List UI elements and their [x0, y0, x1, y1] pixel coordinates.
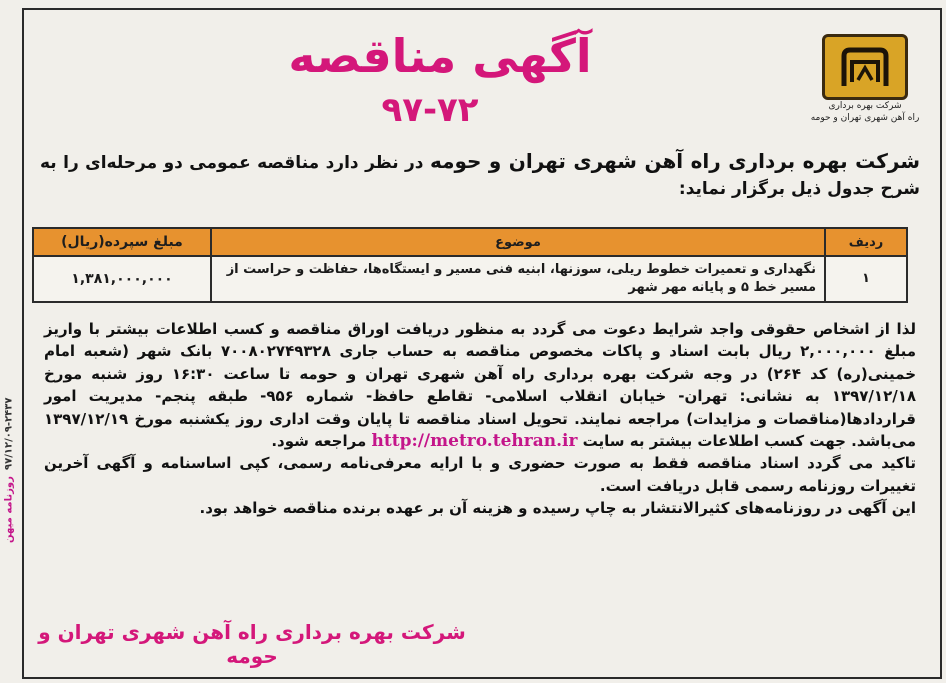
intro-rest: در نظر دارد مناقصه عمومی دو مرحله‌ای را به شرح جدول ذیل برگزار نماید:: [40, 153, 920, 199]
company-name: شرکت بهره برداری راه آهن شهری تهران و حومه: [429, 149, 920, 173]
body-p1-text: لذا از اشخاص حقوقی واجد شرایط دعوت می گردد به منظور دریافت اوراق مناقصه و کسب اطلاعات بیشتر با واریز مبلغ ۲,۰۰۰,۰۰۰ ریال بابت اسناد و پاکات مخصوص مناقصه به حساب جاری ۷۰۰۸۰۲۷۴۹۳۲۸ بانک شهر (شعبه امام خمینی(ره) کد ۲۶۴) در وجه شرکت بهره برداری راه آهن شهری تهران و حومه تا ساعت ۱۶:۳۰ روز شنبه مورخ ۱۳۹۷/۱۲/۱۸ به نشانی: تهران- خیابان انقلاب اسلامی- تقاطع حافظ- شماره ۹۵۶- طبقه پنجم- مدیریت امور قراردادها(مناقصات و مزایدات) مراجعه نمایند. تحویل اسناد مناقصه تا پایان وقت اداری روز یکشنبه مورخ ۱۳۹۷/۱۲/۱۹ می‌باشد. جهت کسب اطلاعات بیشتر به سایت: [44, 320, 917, 451]
cell-subject: نگهداری و تعمیرات خطوط ریلی، سوزنها، ابنیه فنی مسیر و ایستگاه‌ها، حفاظت و حراست از مسیر خط ۵ و پایانه مهر شهر: [211, 256, 825, 302]
table-row: [33, 256, 907, 302]
body-paragraph-3: این آگهی در روزنامه‌های کثیرالانتشار به چاپ رسیده و هزینه آن بر عهده برنده مناقصه خواهد بود.: [199, 499, 916, 518]
newspaper-code: ۹۷/۱۲/۰۹-۲۴۳۷: [3, 397, 15, 470]
ad-title: آگهی مناقصه: [288, 29, 592, 83]
header-row-number: ردیف: [825, 228, 907, 256]
tender-number: ۹۷-۷۲: [381, 90, 479, 130]
metro-logo-icon: [840, 46, 890, 88]
side-strip: [0, 280, 18, 660]
body-p1-end: مراجعه شود.: [271, 432, 367, 451]
logo-caption: [810, 100, 920, 124]
website-link[interactable]: http://metro.tehran.ir: [371, 431, 578, 452]
newspaper-brand: روزنامه میهن: [3, 475, 15, 543]
body-paragraph-2: تاکید می گردد اسناد مناقصه فقط به صورت حضوری و با ارایه معرفی‌نامه رسمی، کپی اساسنامه و آگهی آخرین تغییرات روزنامه رسمی قابل دریافت است.: [44, 454, 916, 495]
tender-table: [32, 227, 908, 303]
header-amount: مبلغ سپرده(ریال): [33, 228, 211, 256]
cell-row-number: ۱: [825, 256, 907, 302]
footer-signature: شرکت بهره برداری راه آهن شهری تهران و حومه: [38, 620, 466, 668]
cell-amount: ۱,۳۸۱,۰۰۰,۰۰۰: [33, 256, 211, 302]
metro-logo: [822, 34, 908, 100]
logo-caption-line1: شرکت بهره برداری: [828, 101, 902, 111]
table-header-row: [33, 228, 907, 256]
ad-body: [44, 318, 916, 520]
body-paragraph-1: [44, 318, 916, 452]
header-subject: موضوع: [211, 228, 825, 256]
intro-paragraph: [40, 148, 920, 202]
logo-caption-line2: راه آهن شهری تهران و حومه: [810, 113, 920, 123]
